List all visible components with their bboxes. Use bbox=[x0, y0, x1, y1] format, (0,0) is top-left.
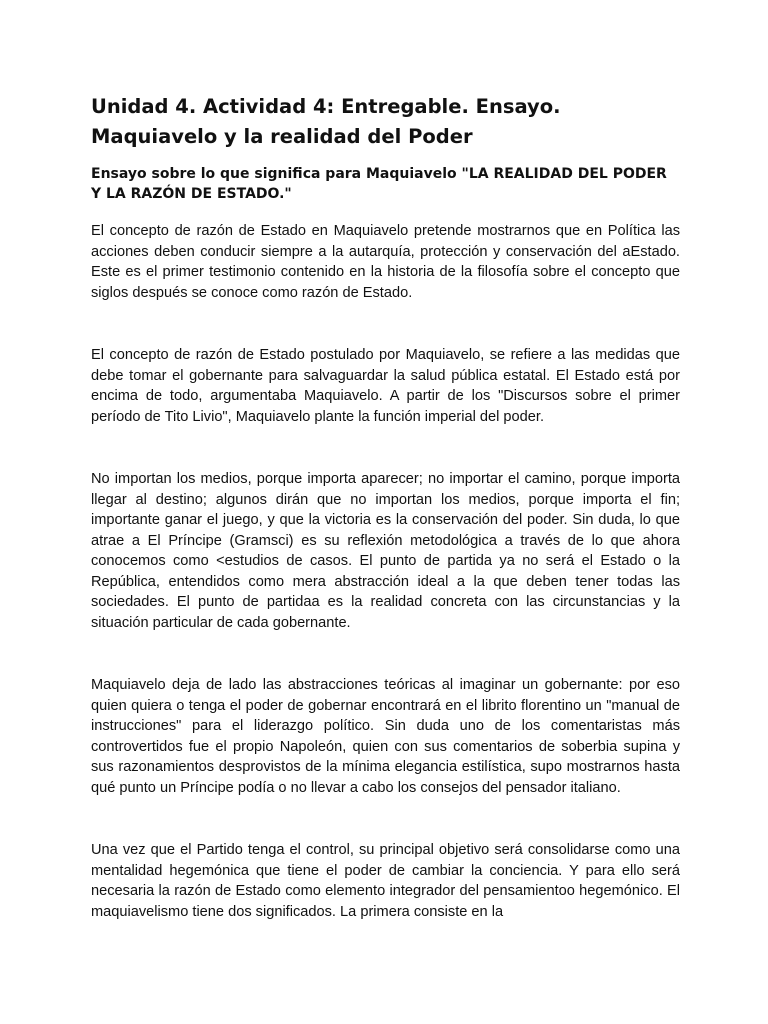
paragraph-1: El concepto de razón de Estado en Maquiavelo pretende mostrarnos que en Política las acciones deben conducir siempre a la autarquía, protección y conservación del aEstado. Este es el primer testimonio contenido en la historia de la filosofía sobre el concepto que siglos después se conoce como razón de Estado. bbox=[91, 223, 680, 301]
document-subtitle: Ensayo sobre lo que significa para Maquiavelo "LA REALIDAD DEL PODER Y LA RAZÓN DE ESTADO." bbox=[91, 166, 667, 202]
paragraph-5: Una vez que el Partido tenga el control, su principal objetivo será consolidarse como una mentalidad hegemónica que tiene el poder de cambiar la conciencia. Y para ello será necesaria la razón de Estado como elemento integrador del pensamientoo hegemónico. El maquiavelismo tiene dos significados. La primera consiste en la bbox=[91, 842, 680, 920]
document-title: Unidad 4. Actividad 4: Entregable. Ensayo. Maquiavelo y la realidad del Poder bbox=[91, 95, 561, 148]
paragraph-2: El concepto de razón de Estado postulado por Maquiavelo, se refiere a las medidas que debe tomar el gobernante para salvaguardar la salud pública estatal. El Estado está por encima de todo, argumentaba Maquiavelo. A partir de los "Discursos sobre el primer período de Tito Livio", Maquiavelo plante la función imperial del poder. bbox=[91, 347, 680, 425]
paragraph-3: No importan los medios, porque importa aparecer; no importar el camino, porque importa llegar al destino; algunos dirán que no importan los medios, porque importa el fin; importante ganar el juego, y que la victoria es la conservación del poder. Sin duda, lo que atrae a El Príncipe (Gramsci) es su reflexión metodológica a través de lo que ahora conocemos como <estudios de casos. El punto de partida ya no será el Estado o la República, entendidos como mera abstracción ideal a la que deben tener todas las sociedades. El punto de partidaa es la realidad concreta con las circunstancias y la situación particular de cada gobernante. bbox=[91, 471, 680, 631]
paragraph-4: Maquiavelo deja de lado las abstracciones teóricas al imaginar un gobernante: por eso quien quiera o tenga el poder de gobernar encontrará en el librito florentino un "manual de instrucciones" para el liderazgo político. Sin duda uno de los comentaristas más controvertidos fue el propio Napoleón, quien con sus comentarios de soberbia supina y sus razonamientos desprovistos de la mínima elegancia estilística, supo mostrarnos hasta qué punto un Príncipe podía o no llevar a cabo los consejos del pensador italiano. bbox=[91, 677, 680, 796]
